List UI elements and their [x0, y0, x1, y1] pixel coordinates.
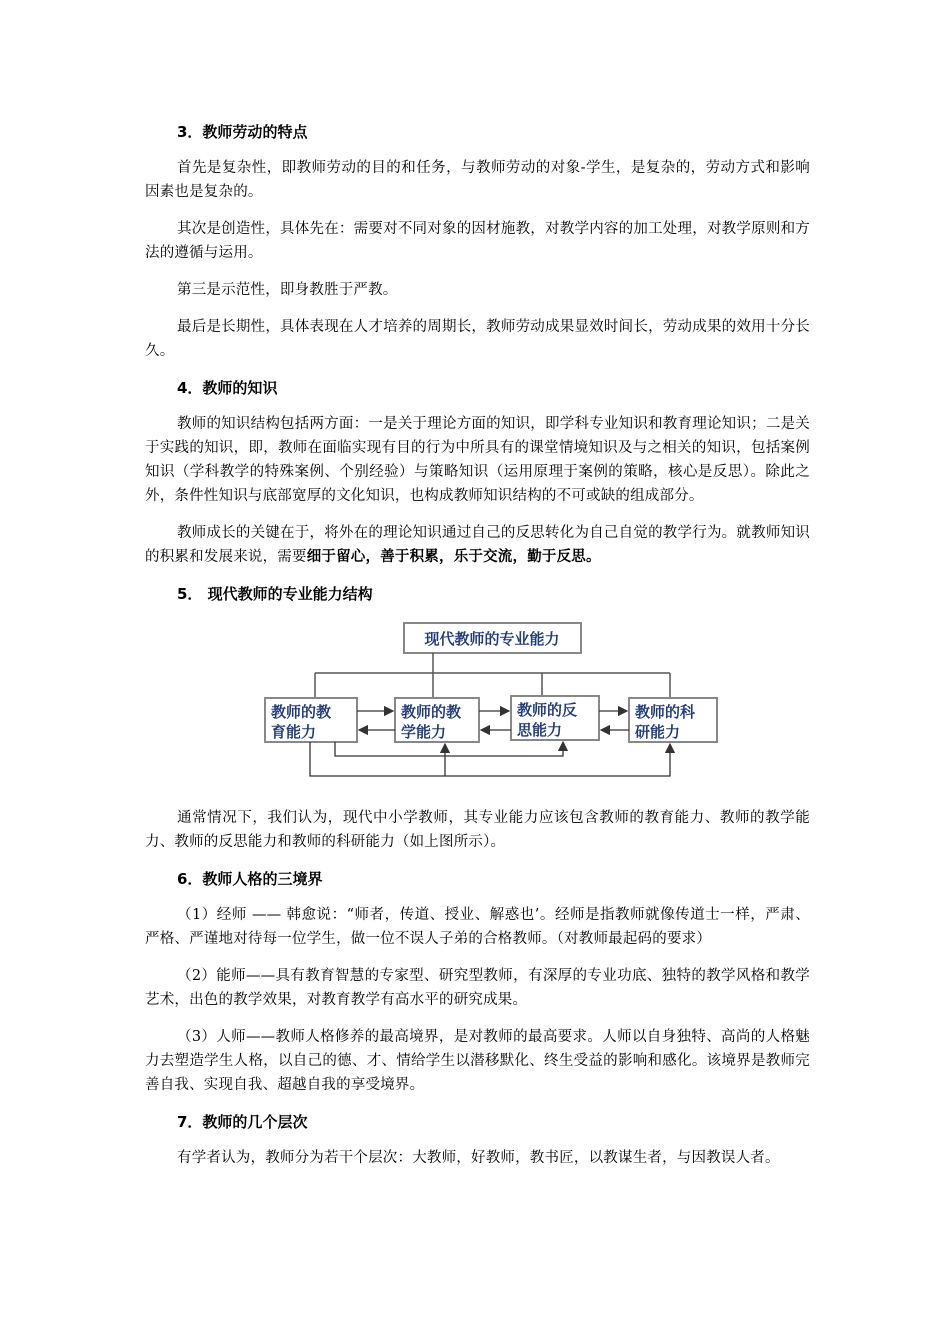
section-6-para-3: （3）人师——教师人格修养的最高境界，是对教师的最高要求。人师以自身独特、高尚的人格魅力去塑造学生人格，以自己的德、才、情给学生以潜移默化、终生受益的影响和感化。该境界是教师完善自我、实现自我、超越自我的享受境界。	[145, 1029, 810, 1093]
section-5-title: 5． 现代教师的专业能力结构	[177, 585, 373, 603]
section-6-title: 6．教师人格的三境界	[177, 870, 323, 888]
diagram-loop-inner	[335, 742, 563, 756]
section-6-para-1: （1）经师 —— 韩愈说：“师者，传道、授业、解惑也’。经师是指教师就像传道士一样，严肃、严格、严谨地对待每一位学生，做一位不误人子弟的合格教师。（对教师最起码的要求）	[145, 907, 810, 947]
section-7-para: 有学者认为，教师分为若干个层次：大教师，好教师，教书匠，以教谋生者，与因教误人者。	[177, 1150, 780, 1166]
diagram-box-research-line2: 研能力	[635, 723, 681, 741]
diagram-top-label: 现代教师的专业能力	[424, 630, 560, 648]
diagram-loop-outer	[310, 742, 670, 776]
diagram-box-reflection-line2: 思能力	[517, 721, 563, 739]
section-4-para-1: 教师的知识结构包括两方面：一是关于理论方面的知识，即学科专业知识和教育理论知识；二是关于实践的知识，即，教师在面临实现有目的行为中所具有的课堂情境知识及与之相关的知识，包括案例知识（学科教学的特殊案例、个别经验）与策略知识（运用原理于案例的策略，核心是反思）。除此之外，条件性知识与底部宽厚的文化知识，也构成教师知识结构的不可或缺的组成部分。	[145, 416, 810, 504]
diagram-box-reflection-line1: 教师的反	[517, 701, 578, 719]
diagram-box-research-line1: 教师的科	[635, 703, 696, 721]
section-4-para-2	[145, 521, 810, 569]
section-3-para-4: 最后是长期性，具体表现在人才培养的周期长，教师劳动成果显效时间长，劳动成果的效用十分长久。	[145, 319, 810, 359]
document-content	[145, 120, 810, 1183]
section-4-para-2-emphasis: 细于留心，善于积累，乐于交流，勤于反思。	[306, 549, 601, 565]
diagram-box-education-line1: 教师的教	[271, 703, 332, 721]
section-7-title: 7．教师的几个层次	[177, 1113, 308, 1131]
section-3-para-1: 首先是复杂性，即教师劳动的目的和任务，与教师劳动的对象-学生，是复杂的，劳动方式和影响因素也是复杂的。	[145, 160, 810, 200]
section-3-para-2: 其次是创造性，具体先在：需要对不同对象的因材施教，对教学内容的加工处理，对教学原则和方法的遵循与运用。	[145, 221, 810, 261]
section-4-title: 4．教师的知识	[177, 379, 278, 397]
section-3-title: 3．教师劳动的特点	[177, 123, 308, 141]
ability-structure-diagram	[145, 618, 810, 796]
diagram-box-teaching-line1: 教师的教	[401, 703, 462, 721]
section-6-para-2: （2）能师——具有教育智慧的专家型、研究型教师，有深厚的专业功底、独特的教学风格和教学艺术，出色的教学效果，对教育教学有高水平的研究成果。	[145, 968, 810, 1008]
section-4-para-2-text: 教师成长的关键在于，将外在的理论知识通过自己的反思转化为自己自觉的教学行为。就教师知识的积累和发展来说，需要	[145, 525, 810, 565]
ability-diagram-svg	[145, 618, 810, 796]
diagram-box-education-line2: 育能力	[271, 723, 317, 741]
section-3-para-3: 第三是示范性，即身教胜于严教。	[177, 282, 398, 298]
diagram-box-teaching-line2: 学能力	[401, 723, 447, 741]
section-5-para: 通常情况下，我们认为，现代中小学教师，其专业能力应该包含教师的教育能力、教师的教学能力、教师的反思能力和教师的科研能力（如上图所示）。	[145, 810, 810, 850]
